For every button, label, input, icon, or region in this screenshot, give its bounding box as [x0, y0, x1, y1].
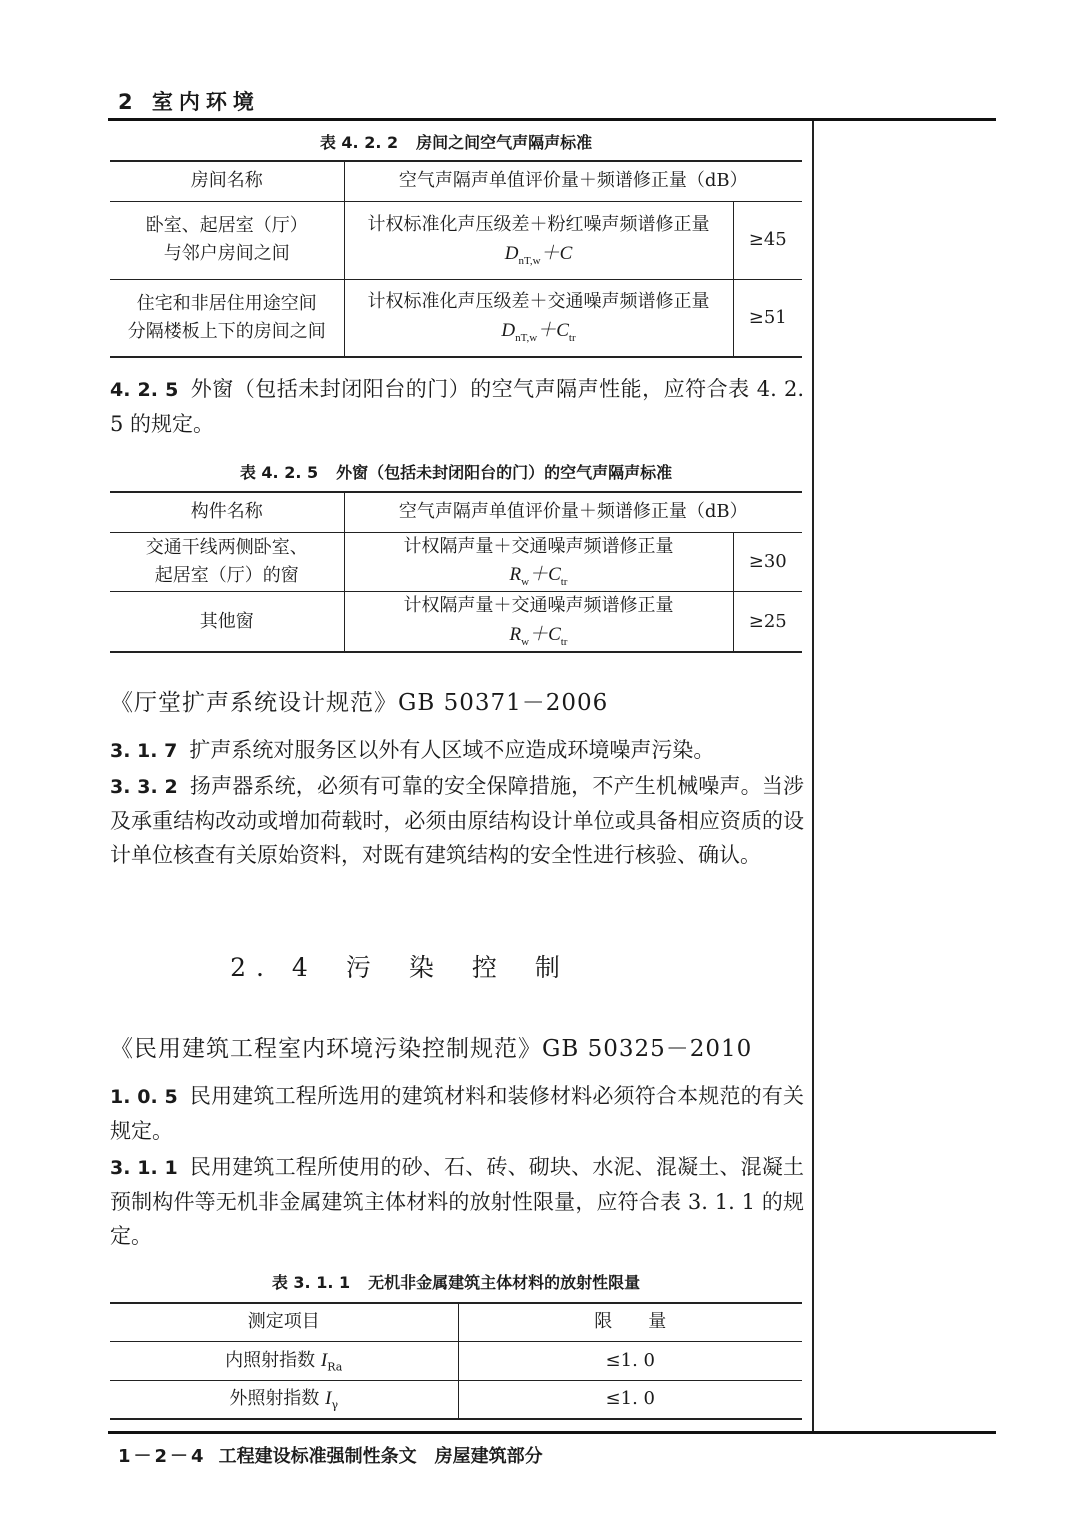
page-footer: [118, 1442, 543, 1468]
table-row: [110, 1341, 802, 1380]
clause-text: 民用建筑工程所使用的砂、石、砖、砌块、水泥、混凝土、混凝土预制构件等无机非金属建筑主体材料的放射性限量，应符合表 3. 1. 1 的规定。: [110, 1155, 805, 1248]
metric-label: 计权隔声量＋交通噪声频谱修正量: [403, 595, 674, 617]
table-425: [110, 491, 802, 653]
table-425-metric-cell: [344, 592, 733, 652]
table-311-header-limit: 限 量: [458, 1303, 802, 1341]
metric-label: 计权标准化声压级差＋粉红噪声频谱修正量: [367, 213, 710, 235]
table-311-limit-cell: ≤1. 0: [458, 1380, 802, 1419]
formula: $D_{nT,w}+C$: [504, 242, 573, 267]
clause-4-2-5: [110, 372, 804, 441]
formula: $R_w+C_{tr}$: [509, 564, 568, 589]
table-422-room-cell: [110, 201, 344, 279]
clause-text: 民用建筑工程所选用的建筑材料和装修材料必须符合本规范的有关规定。: [110, 1084, 805, 1143]
table-row: [110, 279, 802, 357]
table-311-caption-title: 无机非金属建筑主体材料的放射性限量: [368, 1273, 641, 1292]
standard-title-hall: 《厅堂扩声系统设计规范》GB 50371－2006: [110, 690, 609, 716]
formula: $D_{nT,w}+C_{tr}$: [501, 320, 576, 345]
metric-label: 计权标准化声压级差＋交通噪声频谱修正量: [367, 291, 710, 313]
table-row: [110, 201, 802, 279]
table-422-metric-cell: [344, 201, 733, 279]
component-line: 起居室（厅）的窗: [154, 564, 299, 586]
table-row: [110, 592, 802, 652]
table-422-room-cell: [110, 279, 344, 357]
clause-text: 扩声系统对服务区以外有人区域不应造成环境噪声污染。: [189, 738, 715, 762]
section-title-char: 控: [471, 953, 507, 982]
table-422-caption-title: 房间之间空气声隔声标准: [416, 133, 593, 152]
section-number: 2. 4: [230, 953, 318, 982]
table-425-caption: [110, 460, 802, 483]
room-line: 卧室、起居室（厅）: [145, 215, 308, 237]
clause-number: 3. 1. 1: [110, 1157, 178, 1179]
table-425-limit-cell: ≥25: [733, 592, 802, 652]
metric-label: 计权隔声量＋交通噪声频谱修正量: [403, 535, 674, 557]
table-425-header-value: 空气声隔声单值评价量＋频谱修正量（dB）: [344, 492, 802, 532]
clause-number: 4. 2. 5: [110, 379, 179, 401]
table-422-caption-number: 表 4. 2. 2: [319, 133, 399, 152]
standard-title-civil: 《民用建筑工程室内环境污染控制规范》GB 50325－2010: [110, 1036, 753, 1062]
clause-text: 扬声器系统，必须有可靠的安全保障措施，不产生机械噪声。当涉及承重结构改动或增加荷载时，必须由原结构设计单位或具备相应资质的设计单位核查有关原始资料，对既有建筑结构的安全性进行核验、确认。: [110, 774, 805, 867]
page-number: 1－2－4: [118, 1446, 207, 1467]
table-422-header-room: 房间名称: [110, 161, 344, 201]
table-422-limit-cell: ≥51: [733, 279, 802, 357]
footer-text: 工程建设标准强制性条文 房屋建筑部分: [218, 1446, 543, 1467]
clause-3-3-2: [110, 769, 804, 872]
table-311-header-item: 测定项目: [110, 1303, 458, 1341]
room-line: 分隔楼板上下的房间之间: [127, 320, 326, 342]
table-row: [110, 532, 802, 592]
section-title-char: 染: [408, 953, 444, 982]
table-425-component-cell: 其他窗: [110, 592, 344, 652]
running-header: 2 室内环境: [118, 90, 260, 114]
footer-rule: [108, 1431, 996, 1434]
formula: $R_w+C_{tr}$: [509, 624, 568, 648]
table-422-limit-cell: ≥45: [733, 201, 802, 279]
table-425-limit-cell: ≥30: [733, 532, 802, 592]
table-425-metric-cell: [344, 532, 733, 592]
table-425-header-component: 构件名称: [110, 492, 344, 532]
clause-3-1-1: [110, 1150, 804, 1253]
table-311-caption-number: 表 3. 1. 1: [271, 1273, 351, 1292]
table-311-item-cell: 外照射指数 $I_\gamma$: [110, 1380, 458, 1419]
table-425-caption-number: 表 4. 2. 5: [239, 463, 319, 482]
section-heading: [110, 948, 690, 984]
room-line: 与邻户房间之间: [163, 243, 290, 264]
table-422: [110, 160, 802, 358]
room-line: 住宅和非居住用途空间: [136, 292, 317, 314]
clause-number: 3. 3. 2: [110, 776, 178, 798]
table-311-caption: [110, 1270, 802, 1293]
table-311-limit-cell: ≤1. 0: [458, 1341, 802, 1380]
clause-number: 1. 0. 5: [110, 1086, 178, 1108]
section-title-char: 污: [345, 953, 381, 982]
component-line: 交通干线两侧卧室、: [145, 536, 308, 558]
section-title-char: 制: [534, 953, 570, 982]
header-rule: [108, 118, 996, 121]
clause-1-0-5: [110, 1079, 804, 1148]
clause-number: 3. 1. 7: [110, 740, 178, 762]
clause-3-1-7: [110, 733, 804, 768]
clause-text: 外窗（包括未封闭阳台的门）的空气声隔声性能，应符合表 4. 2. 5 的规定。: [110, 377, 804, 436]
table-422-metric-cell: [344, 279, 733, 357]
table-422-header-value: 空气声隔声单值评价量＋频谱修正量（dB）: [344, 161, 802, 201]
table-row: [110, 1380, 802, 1419]
table-311-item-cell: 内照射指数 $I_{Ra}$: [110, 1341, 458, 1380]
margin-rule: [812, 121, 814, 1431]
table-425-caption-title: 外窗（包括未封闭阳台的门）的空气声隔声标准: [336, 463, 673, 482]
table-311: [110, 1302, 802, 1420]
table-422-caption: [110, 130, 802, 153]
table-425-component-cell: [110, 532, 344, 592]
